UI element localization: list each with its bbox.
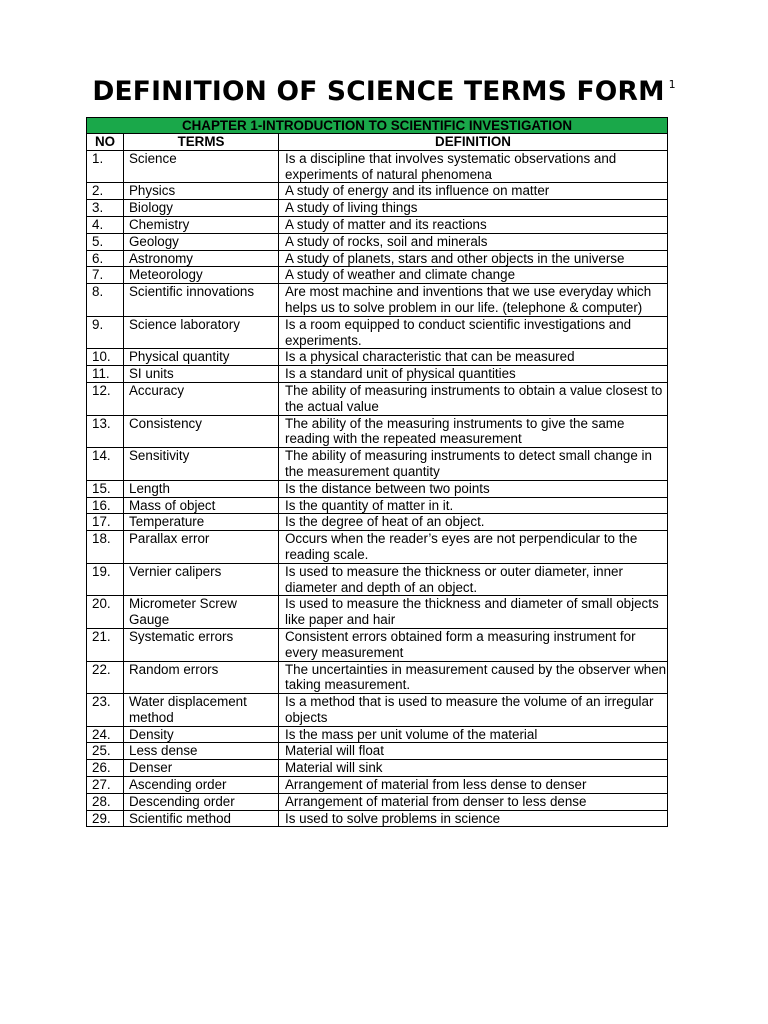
row-term: Geology [124, 233, 279, 250]
row-number: 2. [87, 183, 124, 200]
title-form-number: 1 [668, 78, 676, 91]
row-definition: Is the distance between two points [279, 480, 668, 497]
table-row [87, 661, 668, 694]
table-row [87, 448, 668, 481]
table-row [87, 596, 668, 629]
row-number: 1. [87, 150, 124, 183]
row-term: Scientific innovations [124, 284, 279, 317]
chapter-heading: CHAPTER 1-INTRODUCTION TO SCIENTIFIC INVESTIGATION [87, 118, 668, 134]
row-definition: Material will sink [279, 760, 668, 777]
title-text: DEFINITION OF SCIENCE TERMS FORM [92, 76, 665, 107]
row-number: 25. [87, 743, 124, 760]
table-row [87, 480, 668, 497]
row-number: 15. [87, 480, 124, 497]
column-header-terms: TERMS [124, 134, 279, 151]
row-term: Systematic errors [124, 628, 279, 661]
table-row [87, 810, 668, 827]
page-title [0, 76, 768, 107]
row-number: 16. [87, 497, 124, 514]
row-term: Parallax error [124, 531, 279, 564]
table-row [87, 284, 668, 317]
row-definition: The ability of the measuring instruments to give the same reading with the repeated measurement [279, 415, 668, 448]
row-number: 24. [87, 726, 124, 743]
row-number: 4. [87, 216, 124, 233]
row-term: Physical quantity [124, 349, 279, 366]
row-definition: Is used to measure the thickness or outer diameter, inner diameter and depth of an object. [279, 563, 668, 596]
row-term: Temperature [124, 514, 279, 531]
row-term: Mass of object [124, 497, 279, 514]
row-term: Ascending order [124, 777, 279, 794]
table-row [87, 743, 668, 760]
chapter-header-row [87, 118, 668, 134]
row-number: 27. [87, 777, 124, 794]
row-definition: A study of living things [279, 200, 668, 217]
table-row [87, 628, 668, 661]
row-definition: The ability of measuring instruments to detect small change in the measurement quantity [279, 448, 668, 481]
row-number: 7. [87, 267, 124, 284]
table-row [87, 233, 668, 250]
row-number: 10. [87, 349, 124, 366]
row-number: 14. [87, 448, 124, 481]
row-number: 23. [87, 694, 124, 727]
row-number: 9. [87, 316, 124, 349]
row-term: Water displacement method [124, 694, 279, 727]
row-definition: Occurs when the reader’s eyes are not perpendicular to the reading scale. [279, 531, 668, 564]
row-term: Scientific method [124, 810, 279, 827]
row-definition: Is the degree of heat of an object. [279, 514, 668, 531]
row-definition: A study of planets, stars and other objects in the universe [279, 250, 668, 267]
row-term: Random errors [124, 661, 279, 694]
row-number: 29. [87, 810, 124, 827]
row-term: Denser [124, 760, 279, 777]
row-term: Science [124, 150, 279, 183]
row-definition: Is a discipline that involves systematic observations and experiments of natural phenomena [279, 150, 668, 183]
column-header-no: NO [87, 134, 124, 151]
row-definition: Is used to solve problems in science [279, 810, 668, 827]
row-term: Micrometer Screw Gauge [124, 596, 279, 629]
row-term: Astronomy [124, 250, 279, 267]
row-definition: The uncertainties in measurement caused by the observer when taking measurement. [279, 661, 668, 694]
row-definition: Is a physical characteristic that can be measured [279, 349, 668, 366]
row-number: 28. [87, 793, 124, 810]
row-term: Sensitivity [124, 448, 279, 481]
row-number: 13. [87, 415, 124, 448]
row-number: 12. [87, 382, 124, 415]
row-definition: Is a room equipped to conduct scientific investigations and experiments. [279, 316, 668, 349]
table-row [87, 216, 668, 233]
table-row [87, 150, 668, 183]
row-term: Accuracy [124, 382, 279, 415]
row-definition: The ability of measuring instruments to obtain a value closest to the actual value [279, 382, 668, 415]
row-definition: Is used to measure the thickness and diameter of small objects like paper and hair [279, 596, 668, 629]
row-definition: Is a method that is used to measure the volume of an irregular objects [279, 694, 668, 727]
row-number: 6. [87, 250, 124, 267]
row-term: SI units [124, 366, 279, 383]
table-row [87, 563, 668, 596]
row-term: Biology [124, 200, 279, 217]
row-number: 17. [87, 514, 124, 531]
row-definition: Are most machine and inventions that we use everyday which helps us to solve problem in our life. (telephone & computer) [279, 284, 668, 317]
table-row [87, 382, 668, 415]
row-definition: Is the mass per unit volume of the material [279, 726, 668, 743]
row-number: 19. [87, 563, 124, 596]
table-row [87, 531, 668, 564]
row-number: 11. [87, 366, 124, 383]
table-row [87, 200, 668, 217]
row-number: 20. [87, 596, 124, 629]
table-row [87, 694, 668, 727]
row-definition: Arrangement of material from less dense to denser [279, 777, 668, 794]
row-definition: Is the quantity of matter in it. [279, 497, 668, 514]
row-term: Meteorology [124, 267, 279, 284]
row-definition: Is a standard unit of physical quantities [279, 366, 668, 383]
row-number: 22. [87, 661, 124, 694]
row-term: Length [124, 480, 279, 497]
row-term: Density [124, 726, 279, 743]
row-number: 3. [87, 200, 124, 217]
column-header-row [87, 134, 668, 151]
row-definition: Arrangement of material from denser to less dense [279, 793, 668, 810]
table-row [87, 726, 668, 743]
table-row [87, 514, 668, 531]
table-row [87, 777, 668, 794]
table-row [87, 267, 668, 284]
row-number: 21. [87, 628, 124, 661]
row-number: 26. [87, 760, 124, 777]
terms-table [86, 117, 668, 827]
row-definition: Consistent errors obtained form a measuring instrument for every measurement [279, 628, 668, 661]
row-definition: A study of weather and climate change [279, 267, 668, 284]
table-row [87, 183, 668, 200]
table-row [87, 366, 668, 383]
row-number: 8. [87, 284, 124, 317]
column-header-definition: DEFINITION [279, 134, 668, 151]
row-definition: A study of energy and its influence on matter [279, 183, 668, 200]
row-term: Physics [124, 183, 279, 200]
row-definition: A study of matter and its reactions [279, 216, 668, 233]
table-row [87, 349, 668, 366]
row-term: Descending order [124, 793, 279, 810]
table-row [87, 316, 668, 349]
table-row [87, 793, 668, 810]
row-number: 18. [87, 531, 124, 564]
row-number: 5. [87, 233, 124, 250]
row-term: Less dense [124, 743, 279, 760]
table-row [87, 760, 668, 777]
row-definition: A study of rocks, soil and minerals [279, 233, 668, 250]
row-definition: Material will float [279, 743, 668, 760]
table-row [87, 415, 668, 448]
table-row [87, 497, 668, 514]
row-term: Consistency [124, 415, 279, 448]
table-row [87, 250, 668, 267]
row-term: Chemistry [124, 216, 279, 233]
row-term: Science laboratory [124, 316, 279, 349]
row-term: Vernier calipers [124, 563, 279, 596]
